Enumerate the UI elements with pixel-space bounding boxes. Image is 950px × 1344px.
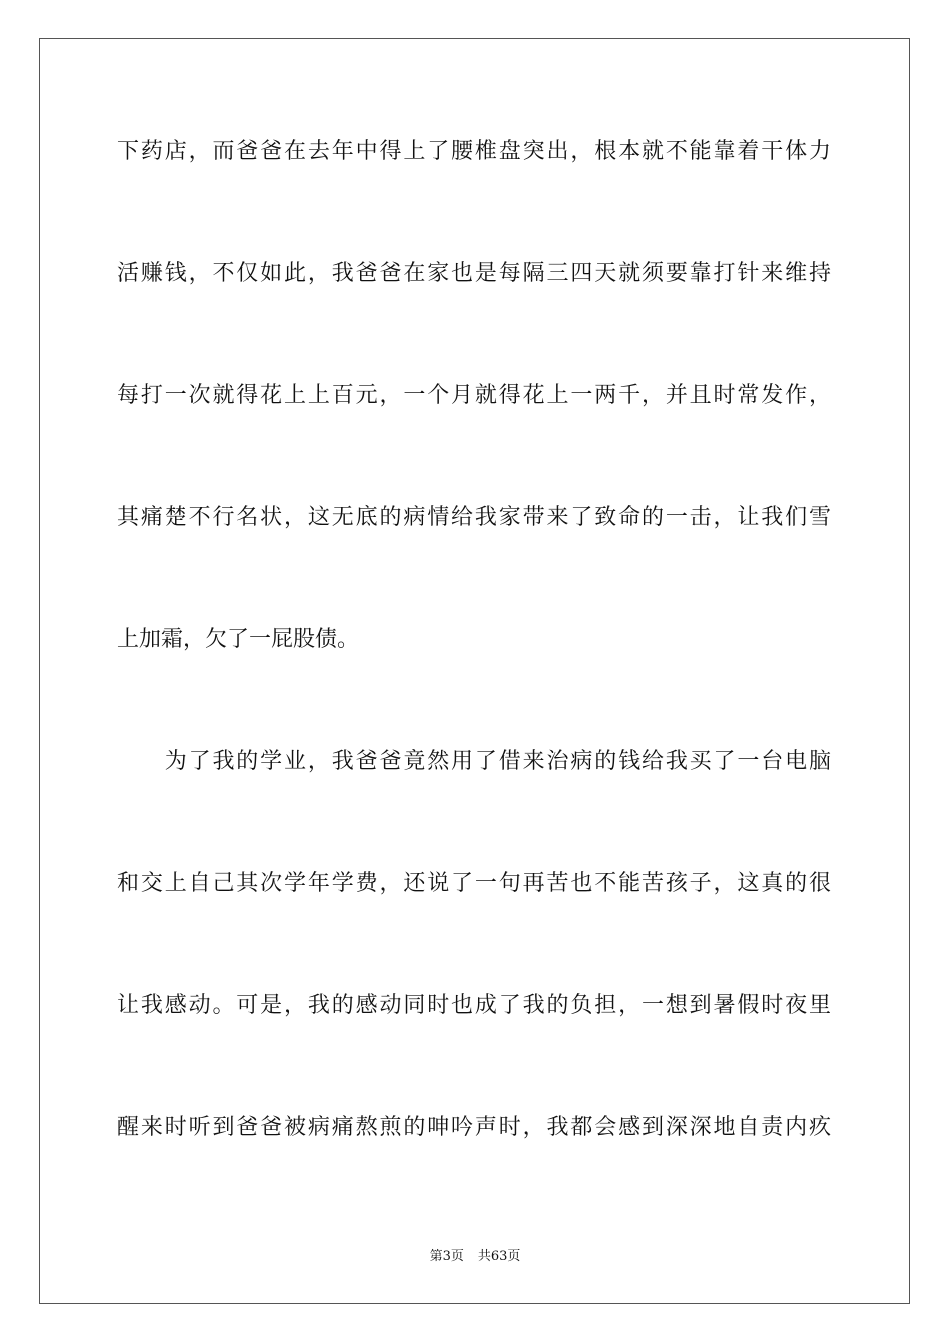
text-line: 上加霜，欠了一屁股债。: [117, 627, 360, 652]
text-line: 和交上自己其次学年学费，还说了一句再苦也不能苦孩子，这真的很: [117, 871, 831, 896]
text-line: 每打一次就得花上上百元，一个月就得花上一两千，并且时常发作，: [117, 383, 831, 408]
paragraph-start-line: 为了我的学业，我爸爸竟然用了借来治病的钱给我买了一台电脑: [117, 749, 831, 774]
text-line: 活赚钱，不仅如此，我爸爸在家也是每隔三四天就须要靠打针来维持: [117, 261, 831, 286]
text-line: 下药店，而爸爸在去年中得上了腰椎盘突出，根本就不能靠着干体力: [117, 139, 831, 164]
page-total: 共63页: [477, 1249, 521, 1264]
page-number: 第3页: [429, 1249, 464, 1264]
text-line: 让我感动。可是，我的感动同时也成了我的负担，一想到暑假时夜里: [117, 993, 831, 1018]
text-line: 醒来时听到爸爸被病痛熬煎的呻吟声时，我都会感到深深地自责内疚: [117, 1115, 831, 1140]
page-footer: [0, 1248, 950, 1266]
text-line: 其痛楚不行名状，这无底的病情给我家带来了致命的一击，让我们雪: [117, 505, 831, 530]
